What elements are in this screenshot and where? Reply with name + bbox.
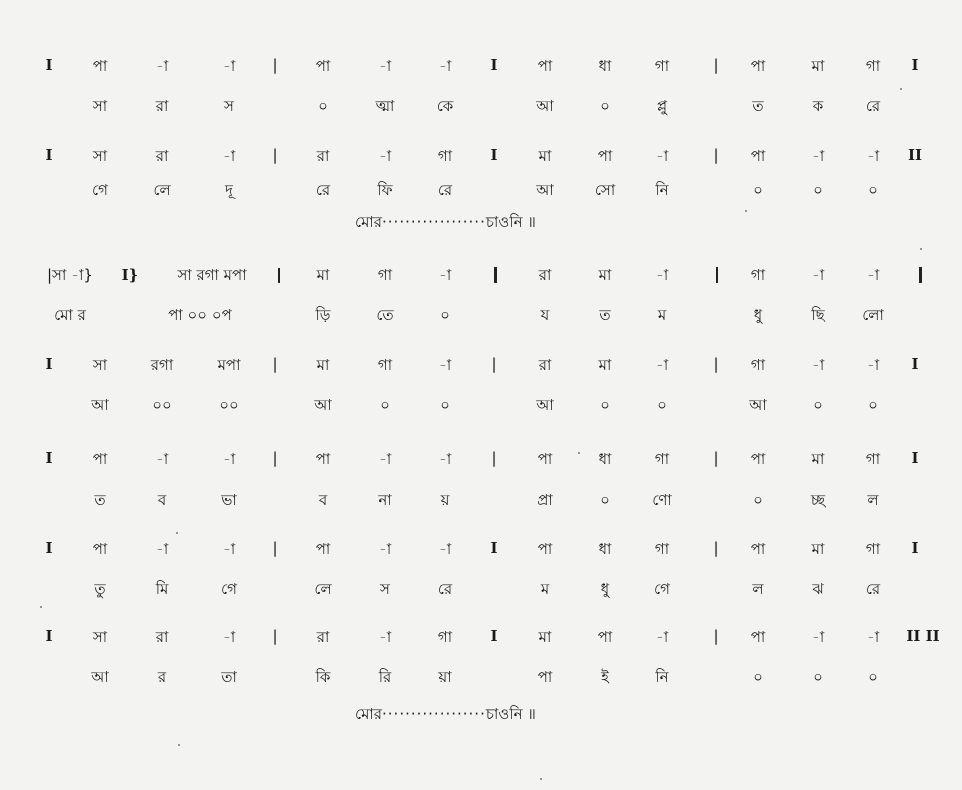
barline-double: I}: [121, 266, 139, 284]
lyric-syllable: ল: [752, 580, 764, 598]
barline-marker: I: [490, 56, 498, 74]
swara-note: -া: [811, 356, 825, 374]
lyric-syllable: প্রা: [537, 491, 553, 509]
barline-marker: I: [490, 627, 498, 645]
swara-note: -া: [866, 356, 880, 374]
swara-note: গা: [865, 540, 881, 558]
swara-note: -া: [655, 266, 669, 284]
swara-note: -া: [655, 147, 669, 165]
swara-note: সা রগা মপা: [177, 266, 247, 284]
lyric-syllable: না: [378, 491, 392, 509]
lyric-syllable: ০: [753, 491, 763, 509]
lyric-syllable: আ: [536, 97, 554, 115]
swara-note: পা: [750, 540, 766, 558]
barline: |: [713, 627, 719, 645]
swara-note: |সা -া}: [47, 266, 93, 284]
swara-note: মা: [538, 147, 552, 165]
swara-note: রা: [155, 147, 169, 165]
lyric-syllable: আ: [536, 396, 554, 414]
lyric-syllable: সো: [594, 181, 616, 199]
lyric-syllable: আ: [314, 396, 332, 414]
lyric-syllable: ব: [318, 491, 328, 509]
swara-note: রা: [316, 147, 330, 165]
lyric-syllable: ছি: [811, 306, 825, 324]
barline: |: [713, 355, 719, 373]
swara-note: -া: [155, 450, 169, 468]
lyric-syllable: ই: [601, 668, 609, 686]
swara-note: -া: [378, 147, 392, 165]
swara-note: রা: [155, 628, 169, 646]
lyric-syllable: ০: [753, 668, 763, 686]
barline-marker: I: [45, 355, 53, 373]
swara-note: -া: [378, 628, 392, 646]
lyric-syllable: স: [380, 580, 390, 598]
lyric-syllable: তা: [221, 668, 237, 686]
barline: [494, 267, 497, 283]
swara-note: মা: [811, 540, 825, 558]
swara-note: সা: [92, 628, 108, 646]
swara-note: -া: [222, 628, 236, 646]
lyric-syllable: ত: [599, 306, 611, 324]
swara-note: পা: [537, 450, 553, 468]
lyric-syllable: ভা: [221, 491, 237, 509]
swara-note: মা: [811, 450, 825, 468]
lyric-syllable: ০: [868, 668, 878, 686]
swara-note: সা: [92, 147, 108, 165]
swara-note: গা: [750, 356, 766, 374]
lyric-syllable: ণো: [652, 491, 672, 509]
lyric-syllable: রে: [865, 97, 881, 115]
lyric-syllable: ০: [600, 396, 610, 414]
lyric-syllable: স: [224, 97, 234, 115]
swara-note: -া: [222, 450, 236, 468]
lyric-syllable: ত: [94, 491, 106, 509]
lyric-syllable: ব: [157, 491, 167, 509]
swara-note: -া: [438, 266, 452, 284]
paper-speck: [578, 452, 580, 454]
lyric-syllable: ০: [380, 396, 390, 414]
swara-note: ধা: [598, 540, 612, 558]
swara-note: পা: [750, 147, 766, 165]
lyric-syllable: নি: [655, 181, 669, 199]
lyric-syllable: লে: [314, 580, 332, 598]
swara-note: গা: [377, 356, 393, 374]
barline-marker: II II: [906, 627, 940, 645]
lyric-syllable: মি: [155, 580, 169, 598]
lyric-syllable: রে: [865, 580, 881, 598]
lyric-syllable: য়া: [438, 668, 452, 686]
swara-note: -া: [155, 540, 169, 558]
lyric-syllable: রে: [437, 580, 453, 598]
lyric-syllable: ড়ি: [315, 306, 331, 324]
lyric-syllable: য: [540, 306, 550, 324]
paper-speck: [540, 778, 542, 780]
lyric-syllable: পা: [537, 668, 553, 686]
barline: |: [713, 146, 719, 164]
lyric-syllable: ০: [318, 97, 328, 115]
lyric-syllable: ম: [540, 580, 550, 598]
lyric-syllable: লে: [153, 181, 171, 199]
lyric-syllable: ধু: [600, 580, 610, 598]
swara-note: -া: [866, 628, 880, 646]
swara-note: -া: [222, 147, 236, 165]
lyric-syllable: দূ: [225, 181, 233, 199]
swara-note: ধা: [598, 57, 612, 75]
swara-note: পা: [537, 57, 553, 75]
lyric-syllable: চ্ছ: [810, 491, 826, 509]
swara-note: -া: [378, 450, 392, 468]
lyric-syllable: রি: [378, 668, 392, 686]
swara-note: পা: [315, 450, 331, 468]
lyric-syllable: পা ০০ ০প: [168, 306, 232, 324]
lyric-syllable: ক: [812, 97, 824, 115]
swara-note: গা: [654, 57, 670, 75]
lyric-syllable: ল: [867, 491, 879, 509]
swara-note: সা: [92, 356, 108, 374]
lyric-syllable: গে: [92, 181, 108, 199]
swara-note: -া: [438, 540, 452, 558]
lyric-syllable: ০: [600, 491, 610, 509]
barline-marker: I: [45, 56, 53, 74]
barline-marker: II: [907, 146, 923, 164]
swara-note: -া: [811, 147, 825, 165]
lyric-syllable: ঝ: [812, 580, 824, 598]
swara-note: পা: [92, 540, 108, 558]
barline-marker: I: [911, 355, 919, 373]
swara-note: -া: [222, 57, 236, 75]
swara-note: পা: [315, 57, 331, 75]
lyric-syllable: ধু: [753, 306, 763, 324]
swara-note: মা: [316, 266, 330, 284]
lyric-syllable: ফি: [377, 181, 393, 199]
barline: |: [491, 355, 497, 373]
barline-marker: I: [490, 146, 498, 164]
swara-note: গা: [377, 266, 393, 284]
lyric-syllable: ০: [868, 181, 878, 199]
lyric-syllable: ম: [657, 306, 667, 324]
refrain-line: [355, 213, 536, 231]
paper-speck: [176, 532, 178, 534]
lyric-syllable: আ: [91, 396, 109, 414]
swara-note: -া: [378, 57, 392, 75]
swara-note: রা: [538, 266, 552, 284]
refrain-dots: ··················: [382, 705, 486, 723]
lyric-syllable: কি: [315, 668, 331, 686]
swara-note: পা: [750, 57, 766, 75]
swara-note: গা: [750, 266, 766, 284]
swara-note: গা: [437, 628, 453, 646]
swara-note: রগা: [150, 356, 174, 374]
lyric-syllable: ০: [440, 306, 450, 324]
lyric-syllable: আ: [91, 668, 109, 686]
lyric-syllable: সা: [92, 97, 108, 115]
paper-speck: [920, 248, 922, 250]
lyric-syllable: ০: [868, 396, 878, 414]
lyric-syllable: মো র: [54, 306, 86, 324]
lyric-syllable: ০: [440, 396, 450, 414]
swara-note: মা: [598, 266, 612, 284]
swara-note: পা: [315, 540, 331, 558]
barline: |: [272, 146, 278, 164]
swara-note: গা: [865, 450, 881, 468]
swara-note: রা: [538, 356, 552, 374]
refrain-start: মোর: [355, 213, 383, 231]
barline-marker: I: [911, 539, 919, 557]
swara-note: পা: [750, 628, 766, 646]
swara-note: গা: [654, 450, 670, 468]
lyric-syllable: র: [157, 668, 167, 686]
lyric-syllable: নি: [655, 668, 669, 686]
lyric-syllable: লো: [862, 306, 884, 324]
lyric-syllable: ০: [657, 396, 667, 414]
refrain-end: চাওনি ॥: [485, 213, 536, 231]
lyric-syllable: ০: [813, 181, 823, 199]
lyric-syllable: ত: [752, 97, 764, 115]
barline: |: [491, 449, 497, 467]
swara-note: -া: [438, 356, 452, 374]
barline: |: [713, 449, 719, 467]
barline: [716, 267, 718, 283]
swara-note: -া: [438, 57, 452, 75]
barline-end: [919, 267, 922, 283]
lyric-syllable: য়: [440, 491, 450, 509]
barline-marker: I: [45, 146, 53, 164]
barline: [278, 268, 280, 283]
lyric-syllable: তু: [94, 580, 106, 598]
refrain-line: [355, 705, 536, 723]
swara-note: মপা: [217, 356, 241, 374]
swara-note: -া: [811, 628, 825, 646]
lyric-syllable: কে: [436, 97, 454, 115]
swara-note: -া: [655, 356, 669, 374]
lyric-syllable: গে: [654, 580, 670, 598]
barline-marker: I: [490, 539, 498, 557]
refrain-dots: ··················: [382, 213, 486, 231]
paper-speck: [900, 88, 902, 90]
paper-speck: [178, 744, 180, 746]
swara-note: গা: [865, 57, 881, 75]
swara-note: -া: [155, 57, 169, 75]
barline: |: [713, 539, 719, 557]
lyric-syllable: আ: [536, 181, 554, 199]
lyric-syllable: রে: [315, 181, 331, 199]
swara-note: -া: [438, 450, 452, 468]
lyric-syllable: রে: [437, 181, 453, 199]
swara-note: পা: [597, 147, 613, 165]
paper-speck: [745, 210, 747, 212]
lyric-syllable: ০: [813, 396, 823, 414]
lyric-syllable: ০: [753, 181, 763, 199]
swara-note: পা: [92, 450, 108, 468]
swara-note: গা: [654, 540, 670, 558]
lyric-syllable: ০০: [219, 396, 239, 414]
lyric-syllable: ত্মা: [375, 97, 395, 115]
refrain-start: মোর: [355, 705, 383, 723]
swara-note: -া: [655, 628, 669, 646]
lyric-syllable: ০: [813, 668, 823, 686]
swara-note: ধা: [598, 450, 612, 468]
barline: |: [272, 449, 278, 467]
lyric-syllable: গে: [221, 580, 237, 598]
swara-note: পা: [597, 628, 613, 646]
paper-speck: [40, 606, 42, 608]
swara-note: -া: [378, 540, 392, 558]
barline: |: [272, 355, 278, 373]
barline-marker: I: [45, 449, 53, 467]
swara-note: -া: [866, 147, 880, 165]
barline: |: [272, 627, 278, 645]
barline: |: [272, 56, 278, 74]
lyric-syllable: রা: [155, 97, 169, 115]
barline-marker: I: [45, 627, 53, 645]
swara-note: -া: [222, 540, 236, 558]
barline-marker: I: [911, 56, 919, 74]
swara-note: মা: [598, 356, 612, 374]
swara-note: মা: [811, 57, 825, 75]
lyric-syllable: প্লু: [656, 97, 668, 115]
barline-marker: I: [911, 449, 919, 467]
lyric-syllable: আ: [749, 396, 767, 414]
swara-note: মা: [538, 628, 552, 646]
barline: |: [272, 539, 278, 557]
lyric-syllable: ০০: [152, 396, 172, 414]
swara-note: গা: [437, 147, 453, 165]
swara-note: -া: [866, 266, 880, 284]
lyric-syllable: তে: [376, 306, 394, 324]
refrain-end: চাওনি ॥: [485, 705, 536, 723]
lyric-syllable: ০: [600, 97, 610, 115]
swara-note: মা: [316, 356, 330, 374]
swara-note: রা: [316, 628, 330, 646]
swara-note: পা: [92, 57, 108, 75]
swara-note: পা: [537, 540, 553, 558]
swara-note: পা: [750, 450, 766, 468]
barline: |: [713, 56, 719, 74]
swara-note: -া: [811, 266, 825, 284]
barline-marker: I: [45, 539, 53, 557]
